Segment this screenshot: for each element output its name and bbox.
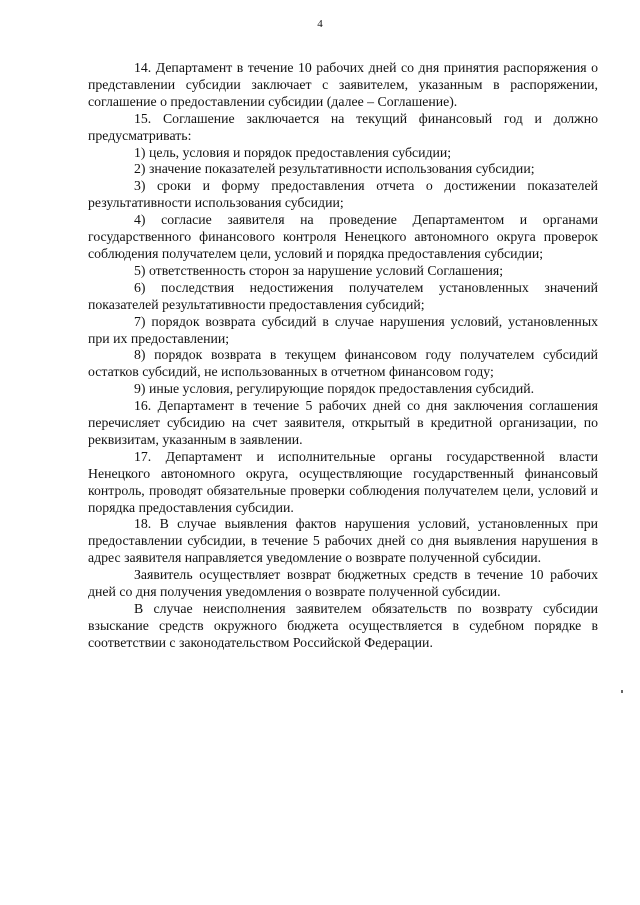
list-item-2: 2) значение показателей результативности использования субсидии; bbox=[134, 161, 535, 177]
paragraph-14: 14. Департамент в течение 10 рабочих дней со дня принятия распоряжения о представлении субсидии заключает с заявителем, указанным в распоряжении, соглашение о предоставлении субсидии (далее – Соглашение). bbox=[88, 60, 598, 109]
paragraph-16: 16. Департамент в течение 5 рабочих дней со дня заключения соглашения перечисляет субсидию на счет заявителя, открытый в кредитной организации, по реквизитам, указанным в заявлении. bbox=[88, 398, 598, 447]
list-item-9: 9) иные условия, регулирующие порядок предоставления субсидий. bbox=[134, 381, 535, 397]
scan-speck bbox=[621, 690, 623, 693]
page-number: 4 bbox=[317, 18, 323, 30]
list-item-1: 1) цель, условия и порядок предоставления субсидии; bbox=[134, 144, 452, 160]
paragraph-18: 18. В случае выявления фактов нарушения условий, установленных при предоставлении субсидии, в течение 5 рабочих дней со дня выявления нарушения в адрес заявителя направляется уведомление о возврате полученной субсидии. bbox=[88, 516, 598, 566]
list-item-6: 6) последствия недостижения получателем установленных значений показателей результативности предоставления субсидий; bbox=[88, 279, 598, 312]
paragraph-15: 15. Соглашение заключается на текущий финансовый год и должно предусматривать: bbox=[88, 110, 598, 143]
list-item-7: 7) порядок возврата субсидий в случае нарушения условий, установленных при их предоставлении; bbox=[88, 313, 598, 346]
list-item-5: 5) ответственность сторон за нарушение условий Соглашения; bbox=[134, 262, 504, 278]
paragraph-court: В случае неисполнения заявителем обязательств по возврату субсидии взыскание средств окружного бюджета осуществляется в судебном порядке в соответствии с законодательством Российской Федерации. bbox=[88, 601, 598, 650]
paragraph-17: 17. Департамент и исполнительные органы государственной власти Ненецкого автономного округа, осуществляющие государственный финансовый контроль, проводят обязательные проверки соблюдения получателем цели, условий и порядка предоставления субсидии. bbox=[88, 448, 598, 515]
list-item-4: 4) согласие заявителя на проведение Департаментом и органами государственного финансового контроля Ненецкого автономного округа проверок соблюдения получателем цели, условий и порядка предоставления субсидии; bbox=[88, 212, 598, 261]
list-item-8: 8) порядок возврата в текущем финансовом году получателем субсидий остатков субсидий, не использованных в отчетном финансовом году; bbox=[88, 347, 598, 380]
paragraph-return: Заявитель осуществляет возврат бюджетных средств в течение 10 рабочих дней со дня получения уведомления о возврате полученной субсидии. bbox=[88, 567, 598, 600]
document-body bbox=[88, 60, 598, 652]
list-item-3: 3) сроки и форму предоставления отчета о достижении показателей результативности использования субсидии; bbox=[88, 178, 598, 211]
